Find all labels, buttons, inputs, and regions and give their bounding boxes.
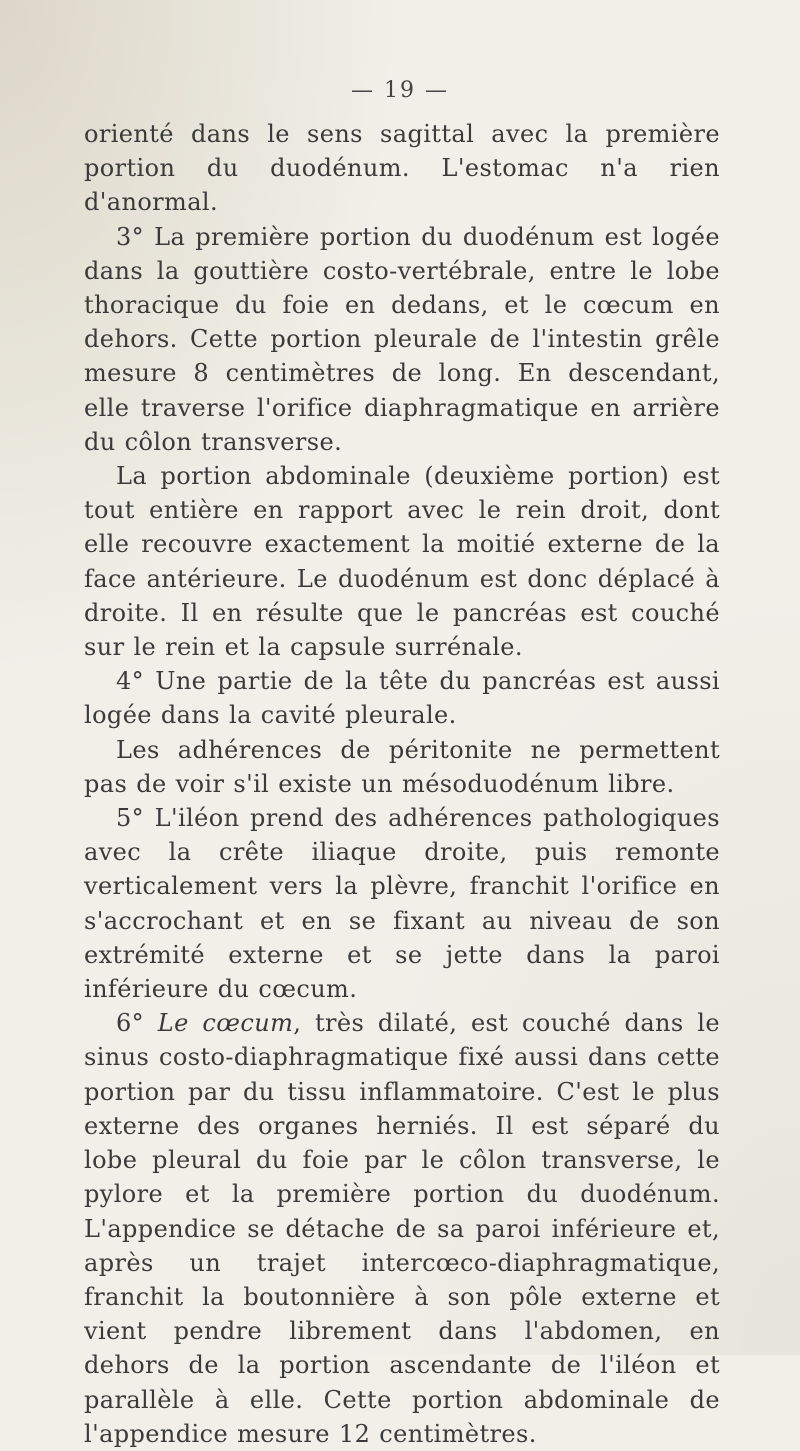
page-number: — 19 — (351, 78, 449, 103)
paragraph-abdominal-portion: La portion abdominale (deuxième portion) est tout entière en rapport avec le rein droit, dont elle recouvre exactement la moitié externe de la face antérieure. Le duodénum est donc déplacé à droite. Il en résulte que le pancréas est couché sur le rein et la capsule surrénale. (84, 462, 720, 662)
paragraph-continuation: orienté dans le sens sagittal avec la première portion du duodénum. L'estomac n'a rien d'anormal. (84, 120, 720, 217)
body-text (84, 117, 720, 1451)
paragraph-adhesions: Les adhérences de péritonite ne permettent pas de voir s'il existe un mésoduodénum libre. (84, 735, 720, 798)
paragraph-section-3: 3° La première portion du duodénum est logée dans la gouttière costo-vertébrale, entre le lobe thoracique du foie en dedans, et le cœcum en dehors. Cette portion pleurale de l'intestin grêle mesure 8 centimètres de long. En descendant, elle traverse l'orifice diaphragmatique en arrière du côlon transverse. (84, 222, 720, 456)
paragraph-section-4: 4° Une partie de la tête du pancréas est aussi logée dans la cavité pleurale. (84, 667, 720, 730)
section-6-text: , très dilaté, est couché dans le sinus costo-diaphragmatique fixé aussi dans cette portion par du tissu inflammatoire. C'est le plus externe des organes herniés. Il est séparé du lobe pleural du foie par le côlon transverse, le pylore et la première portion du duodénum. L'appendice se détache de sa paroi inférieure et, après un trajet intercœco-diaphragmatique, franchit la boutonnière à son pôle externe et vient pendre librement dans l'abdomen, en dehors de la portion ascendante de l'iléon et parallèle à elle. Cette portion abdominale de l'appendice mesure 12 centimètres. (84, 1009, 720, 1448)
paragraph-section-6 (84, 1006, 720, 1451)
paragraph-section-5: 5° L'iléon prend des adhérences pathologiques avec la crête iliaque droite, puis remonte verticalement vers la plèvre, franchit l'orifice en s'accrochant et en se fixant au niveau de son extrémité externe et se jette dans la paroi inférieure du cœcum. (84, 804, 720, 1004)
section-6-italic-term: Le cœcum (157, 1009, 294, 1038)
section-6-number: 6° (116, 1009, 158, 1038)
